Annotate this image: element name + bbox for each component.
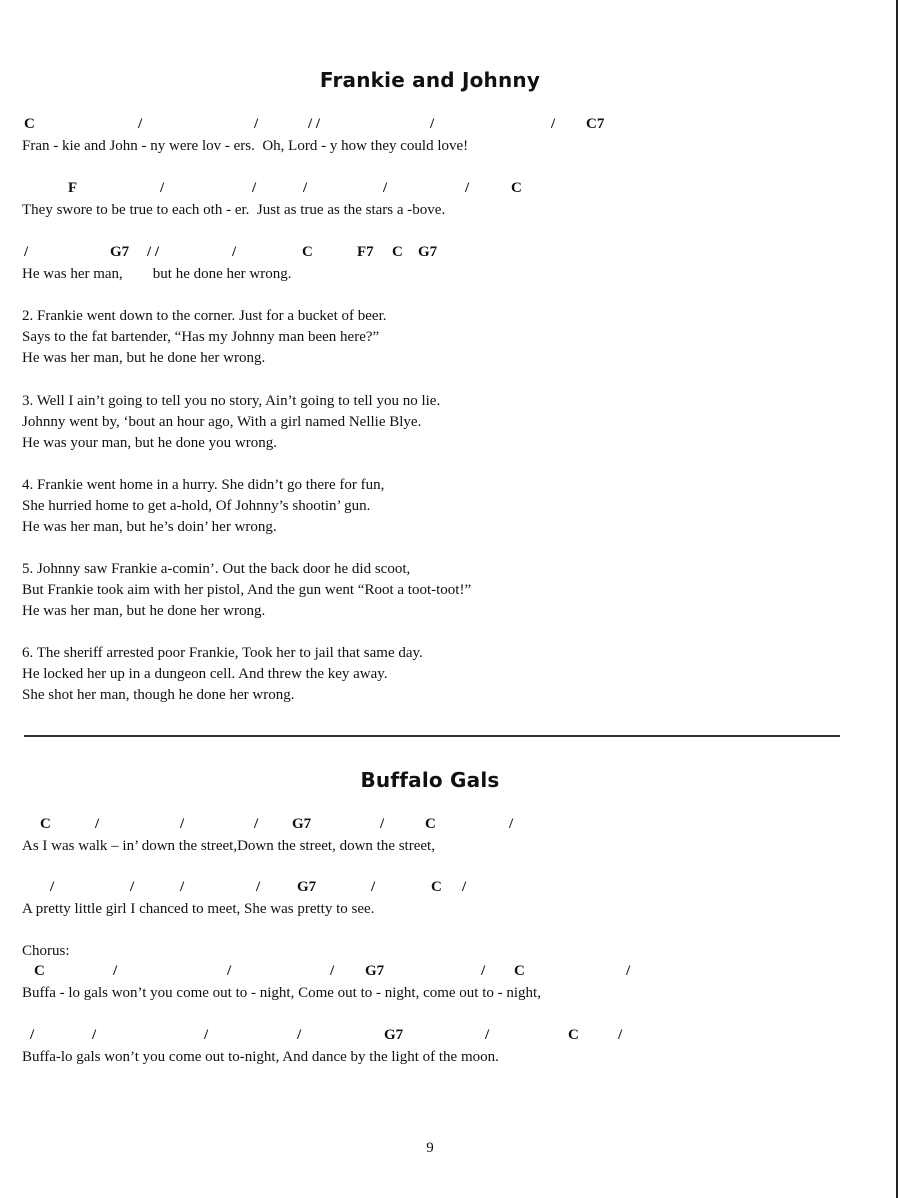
chord: C7 [586,116,605,132]
chord: / [180,816,185,832]
chord: / [297,1027,302,1043]
page-number: 9 [426,1140,434,1156]
chord: / / [147,244,160,260]
verse-line: 3. Well I ain’t going to tell you no story, Ain’t going to tell you no lie. [22,393,441,409]
lyric-line: A pretty little girl I chanced to meet, She was pretty to see. [22,901,375,917]
verse-line: He was her man, but he done her wrong. [22,350,266,366]
chord: C [425,816,436,832]
chord: G7 [365,963,385,979]
verse-line: She shot her man, though he done her wrong. [22,687,295,703]
chord: F7 [357,244,374,260]
chord: / / [308,116,321,132]
chord: / [618,1027,623,1043]
verse-line: But Frankie took aim with her pistol, And the gun went “Root a toot-toot!” [22,582,472,598]
verse-line: Says to the fat bartender, “Has my Johnny man been here?” [22,329,380,345]
lyric-line: Buffa - lo gals won’t you come out to - night, Come out to - night, come out to - night, [22,985,541,1001]
chord: / [371,879,376,895]
chord: C [511,180,522,196]
chord: / [380,816,385,832]
chord: / [465,180,470,196]
chord: / [160,180,165,196]
verse-line: She hurried home to get a-hold, Of Johnny’s shootin’ gun. [22,498,371,514]
chord: / [138,116,143,132]
chord: / [462,879,467,895]
chord: F [68,180,78,196]
chord: / [180,879,185,895]
section-divider [24,735,840,737]
chord: / [50,879,55,895]
chord: / [30,1027,35,1043]
chord: / [256,879,261,895]
chord: / [330,963,335,979]
chord: C [431,879,442,895]
chord: G7 [384,1027,404,1043]
chord: C [302,244,313,260]
verse-line: He was her man, but he done her wrong. [22,603,266,619]
chord: / [481,963,486,979]
chord: C [40,816,51,832]
verse-line: 6. The sheriff arrested poor Frankie, Took her to jail that same day. [22,645,423,661]
chorus-label: Chorus: [22,943,70,959]
chord: / [232,244,237,260]
lyric-line: They swore to be true to each oth - er. Just as true as the stars a -bove. [22,202,446,218]
verse-line: He locked her up in a dungeon cell. And threw the key away. [22,666,388,682]
chord: / [430,116,435,132]
chord: / [204,1027,209,1043]
chord: G7 [292,816,312,832]
chord: / [485,1027,490,1043]
lyric-line: Buffa-lo gals won’t you come out to-night, And dance by the light of the moon. [22,1049,499,1065]
chord: / [95,816,100,832]
chord: / [383,180,388,196]
chord: G7 [418,244,438,260]
chord: / [227,963,232,979]
chord: / [130,879,135,895]
chord: / [509,816,514,832]
chord: / [626,963,631,979]
chord: / [24,244,29,260]
page-edge [896,0,898,1198]
verse-line: 2. Frankie went down to the corner. Just for a bucket of beer. [22,308,387,324]
chord: C [24,116,35,132]
chord: G7 [110,244,130,260]
chord: C [568,1027,579,1043]
lyric-line: He was her man, but he done her wrong. [22,266,292,282]
chord: / [254,116,259,132]
verse-line: 4. Frankie went home in a hurry. She didn’t go there for fun, [22,477,385,493]
chord: G7 [297,879,317,895]
song-title: Frankie and Johnny [319,68,541,92]
lyric-line: As I was walk – in’ down the street,Down the street, down the street, [22,838,435,854]
lyric-line: Fran - kie and John - ny were lov - ers. Oh, Lord - y how they could love! [22,138,469,154]
chord: / [303,180,308,196]
chord: / [254,816,259,832]
chord: C [392,244,403,260]
chord: / [551,116,556,132]
chord: C [34,963,45,979]
chord: / [252,180,257,196]
verse-line: He was your man, but he done you wrong. [22,435,277,451]
chord: C [514,963,525,979]
verse-line: Johnny went by, ‘bout an hour ago, With a girl named Nellie Blye. [22,414,422,430]
verse-line: 5. Johnny saw Frankie a-comin’. Out the back door he did scoot, [22,561,411,577]
song-title: Buffalo Gals [360,768,500,792]
verse-line: He was her man, but he’s doin’ her wrong. [22,519,277,535]
chord: / [113,963,118,979]
chord: / [92,1027,97,1043]
